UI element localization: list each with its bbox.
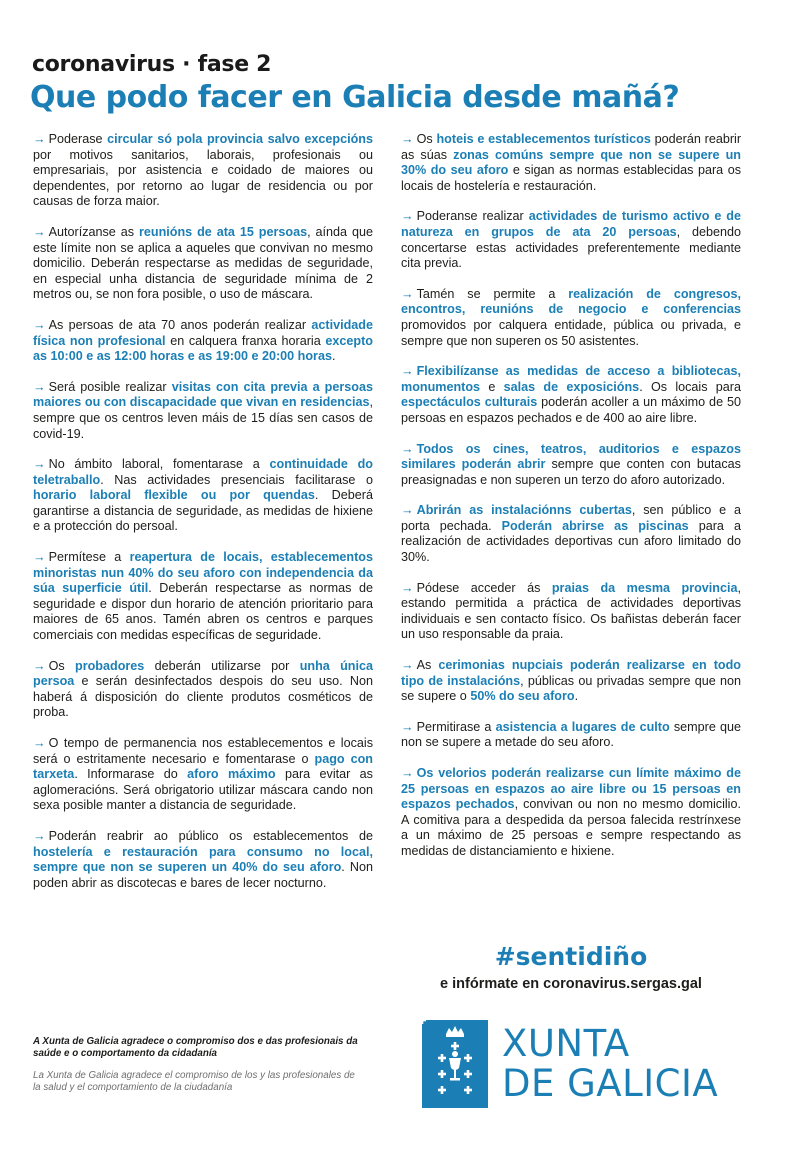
- highlighted-text: actividade física non profesional: [33, 317, 373, 348]
- body-text: . Non poden abrir as discotecas e bares de lecer nocturno.: [33, 860, 373, 890]
- measure-paragraph: [33, 457, 373, 535]
- arrow-icon: →: [401, 132, 414, 146]
- body-text: , estando permitida a práctica de actividades deportivas individuais e sen contacto físico. Os bañistas deberán facer un uso responsable da praia.: [401, 580, 741, 642]
- xunta-emblem-icon: [422, 1020, 488, 1108]
- arrow-icon: →: [401, 658, 414, 673]
- left-column: [33, 132, 373, 906]
- page-title: Que podo facer en Galicia desde mañá?: [30, 80, 680, 115]
- body-text: , debendo concertarse estas actividades preferentemente mediante cita previa.: [401, 224, 741, 271]
- measure-paragraph: [33, 380, 373, 442]
- highlighted-text: aforo máximo: [187, 767, 276, 782]
- highlighted-text: pago con tarxeta: [33, 751, 373, 782]
- body-text: e: [480, 379, 504, 394]
- body-text: , sen público e a porta pechada.: [401, 503, 741, 533]
- logo-line-1: XUNTA: [502, 1022, 630, 1065]
- body-text: en calquera franxa horaria: [165, 333, 326, 348]
- measure-paragraph: [33, 132, 373, 210]
- body-text: . Os locais para: [639, 379, 742, 394]
- body-text: Poderán reabrir ao público os establecementos de: [48, 828, 373, 843]
- measure-paragraph: [401, 720, 741, 751]
- body-text: , públicas ou privadas sempre que non se supere o: [401, 673, 742, 704]
- highlighted-text: cerimonias nupciais poderán realizarse en todo tipo de instalacións: [401, 658, 741, 688]
- highlighted-text: Flexibilízanse as medidas de acceso a bibliotecas, monumentos: [401, 364, 741, 394]
- arrow-icon: →: [401, 364, 414, 379]
- body-text: para a realización de actividades deportivas cun aforo limitado do 30%.: [401, 518, 741, 565]
- arrow-icon: →: [33, 317, 46, 332]
- highlighted-text: excepto as 10:00 e as 12:00 horas e as 19:00 e 20:00 horas: [33, 333, 374, 364]
- highlighted-text: salas de exposicións: [503, 379, 640, 394]
- logo-line-2: DE GALICIA: [502, 1062, 719, 1105]
- measure-paragraph: [33, 829, 373, 891]
- measure-paragraph: [33, 736, 373, 814]
- highlighted-text: continuidade do teletraballo: [33, 457, 373, 487]
- highlighted-text: horario laboral flexible ou por quendas: [33, 488, 315, 503]
- body-text: . Informarase do: [74, 767, 188, 782]
- arrow-icon: →: [401, 580, 414, 595]
- arrow-icon: →: [33, 736, 46, 750]
- arrow-icon: →: [33, 379, 46, 394]
- measure-paragraph: [401, 658, 741, 705]
- body-text: Permítese a: [48, 550, 130, 565]
- highlighted-text: realización de congresos, encontros, reunións de negocio e conferencias: [401, 286, 742, 317]
- body-text: , aínda que este límite non se aplica a aqueles que convivan no mesmo domicilio. Deberán respectarse as medidas de seguridade, en especial unha distancia de seguridade mínima de 2 metros ou, se non fora posible, o uso de máscara.: [33, 224, 373, 302]
- body-text: e serán desinfectados despois do seu uso. Non haberá á disposición do cliente produtos cosméticos de proba.: [33, 674, 373, 720]
- body-text: poderán reabrir as súas: [401, 132, 742, 162]
- body-text: . Deberá garantirse a distancia de seguridade, as medidas de hixiene e a protección do persoal.: [33, 488, 373, 534]
- body-text: As: [416, 658, 439, 673]
- highlighted-text: hoteis e establecementos turísticos: [436, 132, 651, 146]
- measure-paragraph: [401, 581, 741, 643]
- arrow-icon: →: [33, 658, 46, 673]
- xunta-logo-text: [502, 1024, 718, 1104]
- highlighted-text: reapertura de locais, establecementos minoristas nun 40% do seu aforo con independencia da súa superficie útil: [33, 550, 373, 596]
- measure-paragraph: [33, 659, 373, 721]
- body-text: . Deberán respectarse as normas de seguridade e dispor dun horario de atención prioritario para maiores de 65 anos. Tamén abren os centros e parques comerciais con medidas específicas de seguridade.: [33, 581, 374, 643]
- body-text: sempre que conten con butacas preasignadas e non superen un terzo do aforo autorizado.: [401, 457, 741, 487]
- measure-paragraph: [401, 132, 741, 194]
- arrow-icon: →: [33, 828, 46, 843]
- arrow-icon: →: [401, 503, 414, 518]
- body-text: sempre que non se supere a metade do seu aforo.: [401, 719, 741, 750]
- highlighted-text: Os velorios poderán realizarse cun límite máximo de 25 persoas en espazos ao aire libre ou 15 persoas en espazos pechados: [401, 766, 741, 812]
- body-text: Pódese acceder ás: [416, 580, 552, 595]
- body-text: Os: [48, 658, 76, 673]
- highlighted-text: Poderán abrirse as piscinas: [501, 518, 689, 533]
- highlighted-text: circular só pola provincia salvo excepcións: [107, 132, 373, 146]
- highlighted-text: reunións de ata 15 persoas: [138, 224, 308, 239]
- body-text: , sempre que os centros leven máis de 15 días sen casos de covid-19.: [33, 395, 373, 441]
- body-text: Será posible realizar: [48, 379, 172, 394]
- highlighted-text: probadores: [75, 658, 145, 673]
- body-text: Poderanse realizar: [416, 209, 529, 224]
- arrow-icon: →: [33, 132, 46, 146]
- highlighted-text: actividades de turismo activo e de natureza en grupos de ata 20 persoas: [401, 209, 741, 239]
- body-text: No ámbito laboral, fomentarase a: [48, 457, 270, 472]
- highlighted-text: visitas con cita previa a persoas maiores ou con discapacidade que vivan en residencias: [33, 379, 373, 410]
- section-kicker: coronavirus · fase 2: [32, 52, 272, 77]
- highlighted-text: asistencia a lugares de culto: [495, 719, 670, 734]
- body-text: Poderase: [48, 132, 108, 146]
- measure-paragraph: [401, 287, 741, 349]
- highlighted-text: 50% do seu aforo: [470, 689, 575, 704]
- measure-paragraph: [33, 550, 373, 644]
- thanks-note-spanish: La Xunta de Galicia agradece el compromiso de los y las profesionales de la salud y el comportamiento de la ciudadanía: [33, 1070, 355, 1093]
- info-link-text: e infórmate en coronavirus.sergas.gal: [440, 976, 702, 992]
- body-text: promovidos por calquera entidade, pública ou privada, e sempre que non superen os 50 asistentes.: [401, 317, 741, 348]
- body-text: Autorízanse as: [48, 224, 139, 239]
- measure-paragraph: [33, 225, 373, 303]
- arrow-icon: →: [401, 286, 414, 301]
- body-text: O tempo de permanencia nos establecementos e locais será o estritamente necesario e fomentarase o: [33, 736, 373, 766]
- body-text: Permitirase a: [416, 719, 496, 734]
- right-column: [401, 132, 741, 875]
- highlighted-text: hostelería e restauración para consumo no local, sempre que non se superen un 40% do seu aforo: [33, 844, 373, 875]
- highlighted-text: unha única persoa: [33, 658, 373, 689]
- arrow-icon: →: [401, 209, 414, 224]
- body-text: deberán utilizarse por: [144, 658, 300, 673]
- measure-paragraph: [401, 503, 741, 565]
- highlighted-text: Todos os cines, teatros, auditorios e espazos similares poderán abrir: [401, 441, 741, 472]
- highlighted-text: praias da mesma provincia: [551, 580, 738, 595]
- highlighted-text: espectáculos culturais: [401, 395, 538, 410]
- measure-paragraph: [401, 766, 741, 860]
- body-text: As persoas de ata 70 anos poderán realizar: [48, 317, 312, 332]
- hashtag: #sentidiño: [494, 942, 648, 971]
- body-text: Tamén se permite a: [416, 286, 569, 301]
- body-text: .: [331, 349, 336, 364]
- measure-paragraph: [33, 318, 373, 365]
- body-text: e sigan as normas establecidas para os locais de hostelería e restauración.: [401, 163, 741, 193]
- measure-paragraph: [401, 442, 741, 489]
- arrow-icon: →: [401, 441, 414, 456]
- measure-paragraph: [401, 364, 741, 426]
- arrow-icon: →: [33, 457, 46, 472]
- arrow-icon: →: [401, 766, 414, 780]
- body-text: por motivos sanitarios, laborais, profesionais ou empresariais, por asistencia e coidado de maiores ou dependentes, por retorno ao lugar de residencia ou por causas de forza maior.: [33, 147, 373, 209]
- body-text: poderán acoller a un máximo de 50 persoas en espazos pechados e de 400 ao aire libre.: [401, 395, 741, 425]
- thanks-note-galician: A Xunta de Galicia agradece o compromiso dos e das profesionais da saúde e o comportamento da cidadanía: [33, 1036, 358, 1059]
- highlighted-text: Abrirán as instalaciónns cubertas: [416, 503, 632, 518]
- arrow-icon: →: [33, 550, 46, 565]
- body-text: , convivan ou non no mesmo domicilio. A comitiva para a despedida da persoa falecida restrínxese a un máximo de 25 persoas e sempre respectando as medidas de distanciamiento e hixiene.: [401, 797, 741, 858]
- arrow-icon: →: [33, 224, 46, 239]
- body-text: .: [574, 689, 579, 704]
- highlighted-text: zonas comúns sempre que non se supere un 30% do seu aforo: [401, 147, 742, 178]
- body-text: . Nas actividades presenciais facilitarase o: [100, 472, 373, 487]
- body-text: Os: [416, 132, 437, 146]
- body-text: para evitar as aglomeracións. Será obrigatorio utilizar máscara cando non sexa posible manter a distancia de seguridade.: [33, 767, 373, 813]
- measure-paragraph: [401, 209, 741, 271]
- arrow-icon: →: [401, 719, 414, 734]
